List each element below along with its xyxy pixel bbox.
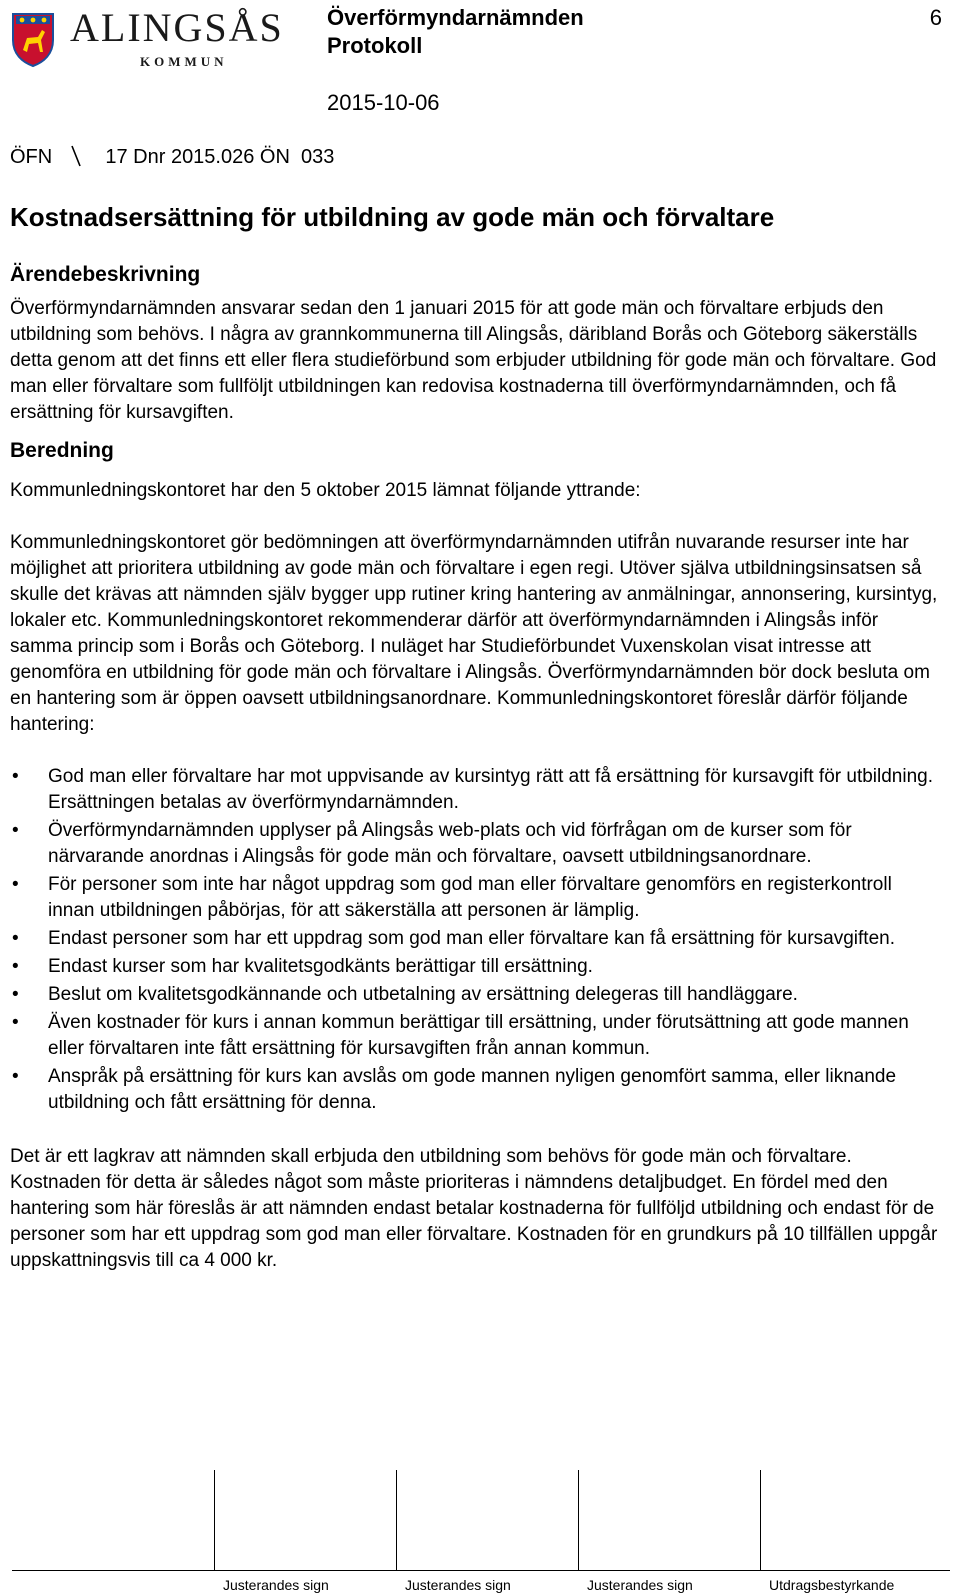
- preparation-heading: Beredning: [10, 439, 114, 462]
- bullet-icon: •: [12, 820, 19, 841]
- bullet-icon: •: [12, 1012, 19, 1033]
- list-item: • Överförmyndarnämnden upplyser på Alingsås web-plats och vid förfrågan om de kurser som för närvarande anordnas i Alingsås för gode män och förvaltare, oavsett utbildningsanordnare.: [12, 820, 852, 867]
- bullet-icon: •: [12, 984, 19, 1005]
- bullet-icon: •: [12, 956, 19, 977]
- signature-baseline: [12, 1570, 950, 1571]
- preparation-statement: Kommunledningskontoret gör bedömningen att överförmyndarnämnden utifrån nuvarande resurser inte har möjlighet att prioritera utbildning av gode män och förvaltare i egen regi. Utöver själva utbildningsinsatsen så skulle det krävas att nämnden själv bygger upp rutiner kring hantering av anmälningar, annonsering, kursintyg, lokaler etc. Kommunledningskontoret rekommenderar därför att överförmyndarnämnden i Alingsås inför samma princip som i Borås och Göteborg. I nuläget har Studieförbundet Vuxenskolan visat intresse att genomföra en utbildning för gode män och förvaltare i Alingsås. Överförmyndarnämnden bör dock besluta om en hantering som är öppen oavsett utbildningsanordnare. Kommunledningskontoret föreslår därför följande hantering:: [10, 532, 938, 735]
- description-text: Överförmyndarnämnden ansvarar sedan den 1 januari 2015 för att gode män och förvaltare erbjuds den utbildning som behövs. I några av grannkommunerna till Alingsås, däribland Borås och Göteborg säkerställs detta genom att det finns ett eller flera studieförbund som erbjuder utbildning för gode män och förvaltare. God man eller förvaltare som fullföljt utbildningen kan redovisa kostnaderna till överförmyndarnämnden, och få ersättning för kursavgiften.: [10, 298, 937, 423]
- logo-wordmark: ALINGSÅS: [70, 5, 284, 50]
- bullet-icon: •: [12, 1066, 19, 1087]
- document-type: Protokoll: [327, 33, 423, 58]
- bullet-icon: •: [12, 874, 19, 895]
- preparation-intro: Kommunledningskontoret har den 5 oktober 2015 lämnat följande yttrande:: [10, 480, 641, 501]
- signature-footer: [0, 1470, 960, 1591]
- case-dnr: Dnr 2015.026 ÖN 033: [133, 146, 335, 168]
- section-sign-icon: [70, 143, 82, 169]
- document-body: [10, 262, 940, 1274]
- signature-divider: [396, 1470, 397, 1570]
- case-reference: [10, 143, 334, 169]
- bullet-icon: •: [12, 928, 19, 949]
- signature-label: Justerandes sign: [587, 1577, 693, 1593]
- signature-divider: [578, 1470, 579, 1570]
- signature-label: Utdragsbestyrkande: [769, 1577, 895, 1593]
- closing-paragraph: Det är ett lagkrav att nämnden skall erbjuda den utbildning som behövs för gode män och förvaltare. Kostnaden för detta är således något som måste prioriteras i nämndens detaljbudget. En fördel med den hantering som här föreslås är att nämnden endast betalar kostnaderna för fullföljd utbildning och endast för de personer som har ett uppdrag som god man eller förvaltare. Kostnaden för en grundkurs på 10 tillfällen uppgår uppskattningsvis till ca 4 000 kr.: [10, 1146, 938, 1271]
- description-heading: Ärendebeskrivning: [10, 263, 201, 286]
- committee-name: Överförmyndarnämnden: [327, 5, 584, 30]
- signature-divider: [760, 1470, 761, 1570]
- bullet-icon: •: [12, 766, 19, 787]
- coat-of-arms-icon: [10, 10, 56, 68]
- case-id: ÖFN: [10, 146, 53, 168]
- proposal-list: [10, 764, 940, 1116]
- signature-label: Justerandes sign: [405, 1577, 511, 1593]
- list-item: • För personer som inte har något uppdrag som god man eller förvaltare genomförs en registerkontroll innan utbildningen påbörjas, för att säkerställa att personen är lämplig.: [12, 874, 892, 921]
- page-title: Kostnadsersättning för utbildning av gode män och förvaltare: [10, 202, 775, 232]
- list-item: • Även kostnader för kurs i annan kommun berättigar till ersättning, under förutsättning att gode mannen eller förvaltaren inte fått ersättning för kursavgiften från annan kommun.: [12, 1012, 909, 1059]
- list-item: • Endast personer som har ett uppdrag som god man eller förvaltare kan få ersättning för kursavgiften.: [10, 926, 940, 952]
- case-section: 17: [105, 146, 128, 168]
- logo-subtitle: KOMMUN: [140, 54, 228, 69]
- list-item: • Endast kurser som har kvalitetsgodkänts berättigar till ersättning.: [10, 954, 940, 980]
- meeting-date: 2015-10-06: [327, 90, 440, 115]
- page-number: 6: [929, 5, 942, 30]
- list-item: • Beslut om kvalitetsgodkännande och utbetalning av ersättning delegeras till handläggare.: [10, 982, 940, 1008]
- alingsas-logo: [10, 5, 290, 70]
- list-item: • God man eller förvaltare har mot uppvisande av kursintyg rätt att få ersättning för kursavgift för utbildning. Ersättningen betalas av överförmyndarnämnden.: [12, 766, 933, 813]
- signature-divider: [214, 1470, 215, 1570]
- signature-label: Justerandes sign: [223, 1577, 329, 1593]
- list-item: • Anspråk på ersättning för kurs kan avslås om gode mannen nyligen genomfört samma, eller liknande utbildning och fått ersättning för denna.: [12, 1066, 897, 1113]
